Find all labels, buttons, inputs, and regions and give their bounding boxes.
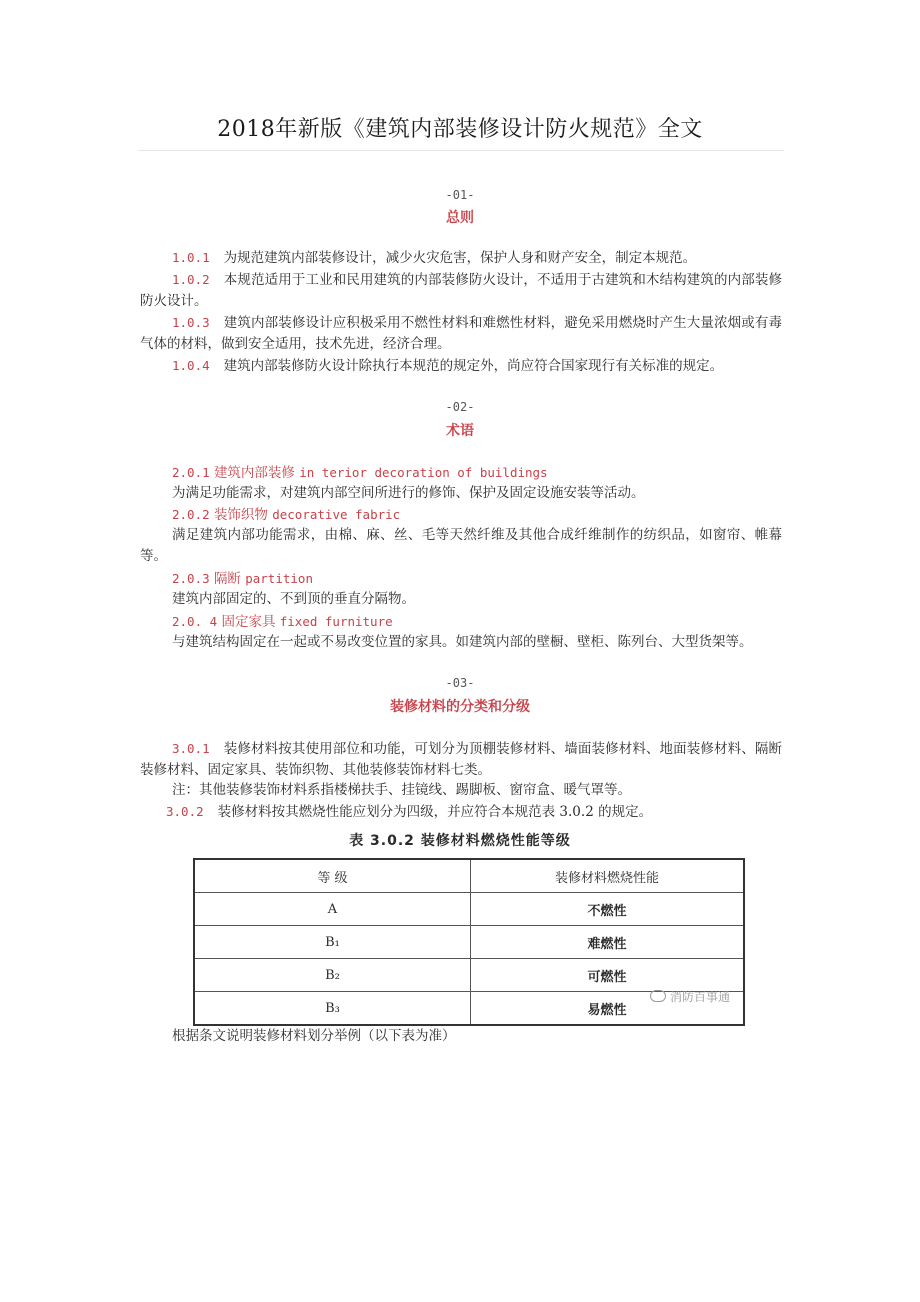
term-name: 装饰织物 <box>213 507 268 523</box>
term-number: 2.0.3 <box>172 571 210 586</box>
table-cell: 难燃性 <box>471 926 745 959</box>
term-number: 2.0.1 <box>172 465 210 480</box>
term-english: decorative fabric <box>272 507 401 522</box>
clause-paragraph <box>140 247 782 269</box>
term-definition: 为满足功能需求，对建筑内部空间所进行的修饰、保护及固定设施安装等活动。 <box>172 485 645 501</box>
term-number: 2.0. 4 <box>172 614 218 629</box>
term-name: 建筑内部装修 <box>213 465 295 481</box>
clause-number: 1.0.2 <box>172 272 210 287</box>
term-definition: 建筑内部固定的、不到顶的垂直分隔物。 <box>172 591 415 607</box>
term-number: 2.0.2 <box>172 507 210 522</box>
clause-text: 为规范建筑内部装修设计，减少火灾危害，保护人身和财产安全，制定本规范。 <box>223 250 697 266</box>
term-english: in terior decoration of buildings <box>299 465 548 480</box>
term-heading <box>172 504 400 526</box>
clause-paragraph <box>140 738 782 781</box>
clause-text: 装修材料按其燃烧性能应划分为四级，并应符合本规范表 3.0.2 的规定。 <box>217 804 653 820</box>
watermark <box>650 988 730 1005</box>
clause-text: 建筑内部装修防火设计除执行本规范的规定外，尚应符合国家现行有关标准的规定。 <box>223 358 724 374</box>
section-title: 术语 <box>446 423 474 439</box>
section-title: 总则 <box>446 210 474 226</box>
section-number: -02- <box>445 400 475 414</box>
clause-number: 1.0.3 <box>172 315 210 330</box>
term-heading <box>172 462 548 484</box>
term-definition: 与建筑结构固定在一起或不易改变位置的家具。如建筑内部的壁橱、壁柜、陈列台、大型货架等。 <box>172 634 753 650</box>
clause-paragraph <box>140 801 782 823</box>
table-cell: B₃ <box>194 992 471 1026</box>
term-english: fixed furniture <box>279 614 393 629</box>
term-name: 固定家具 <box>221 614 276 630</box>
term-heading <box>172 611 393 633</box>
watermark-text: 消防百事通 <box>670 990 731 1004</box>
term-definition: 满足建筑内部功能需求，由棉、麻、丝、毛等天然纤维及其他合成纤维制作的纺织品，如窗帘、帷幕等。 <box>140 527 782 564</box>
term-heading <box>172 568 313 590</box>
clause-number: 1.0.4 <box>172 358 210 373</box>
section-number: -03- <box>445 676 475 690</box>
table-cell: 不燃性 <box>471 893 745 926</box>
wechat-icon <box>650 990 666 1002</box>
table-cell: 可燃性 <box>471 959 745 992</box>
clause-paragraph <box>140 269 782 312</box>
clause-text: 建筑内部装修设计应积极采用不燃性材料和难燃性材料，避免采用燃烧时产生大量浓烟或有毒气体的材料，做到安全适用，技术先进，经济合理。 <box>140 315 782 352</box>
closing-line: 根据条文说明装修材料划分举例（以下表为准） <box>172 1028 456 1044</box>
table-row <box>194 926 744 959</box>
term-english: partition <box>245 571 313 586</box>
column-header: 等 级 <box>194 859 471 893</box>
clause-number: 3.0.2 <box>166 804 204 819</box>
table-caption: 表 3.0.2 装修材料燃烧性能等级 <box>349 833 571 849</box>
section-number: -01- <box>445 188 475 202</box>
clause-text: 装修材料按其使用部位和功能，可划分为顶棚装修材料、墙面装修材料、地面装修材料、隔断装修材料、固定家具、装饰织物、其他装修装饰材料七类。 <box>140 741 782 778</box>
table-header-row <box>194 859 744 893</box>
clause-text: 本规范适用于工业和民用建筑的内部装修防火设计，不适用于古建筑和木结构建筑的内部装修防火设计。 <box>140 272 782 309</box>
title-divider <box>138 150 784 151</box>
table-row <box>194 959 744 992</box>
clause-paragraph <box>140 312 782 355</box>
term-name: 隔断 <box>213 571 241 587</box>
table-cell: 易燃性 <box>471 992 745 1026</box>
clause-paragraph <box>140 355 782 377</box>
clause-number: 3.0.1 <box>172 741 210 756</box>
column-header: 装修材料燃烧性能 <box>471 859 745 893</box>
table-row <box>194 893 744 926</box>
clause-note: 注：其他装修装饰材料系指楼梯扶手、挂镜线、踢脚板、窗帘盒、暖气罩等。 <box>172 782 631 798</box>
page-title: 2018年新版《建筑内部装修设计防火规范》全文 <box>217 117 703 142</box>
table-cell: A <box>194 893 471 926</box>
table-cell: B₁ <box>194 926 471 959</box>
table-cell: B₂ <box>194 959 471 992</box>
clause-number: 1.0.1 <box>172 250 210 265</box>
section-title: 装修材料的分类和分级 <box>390 699 530 715</box>
